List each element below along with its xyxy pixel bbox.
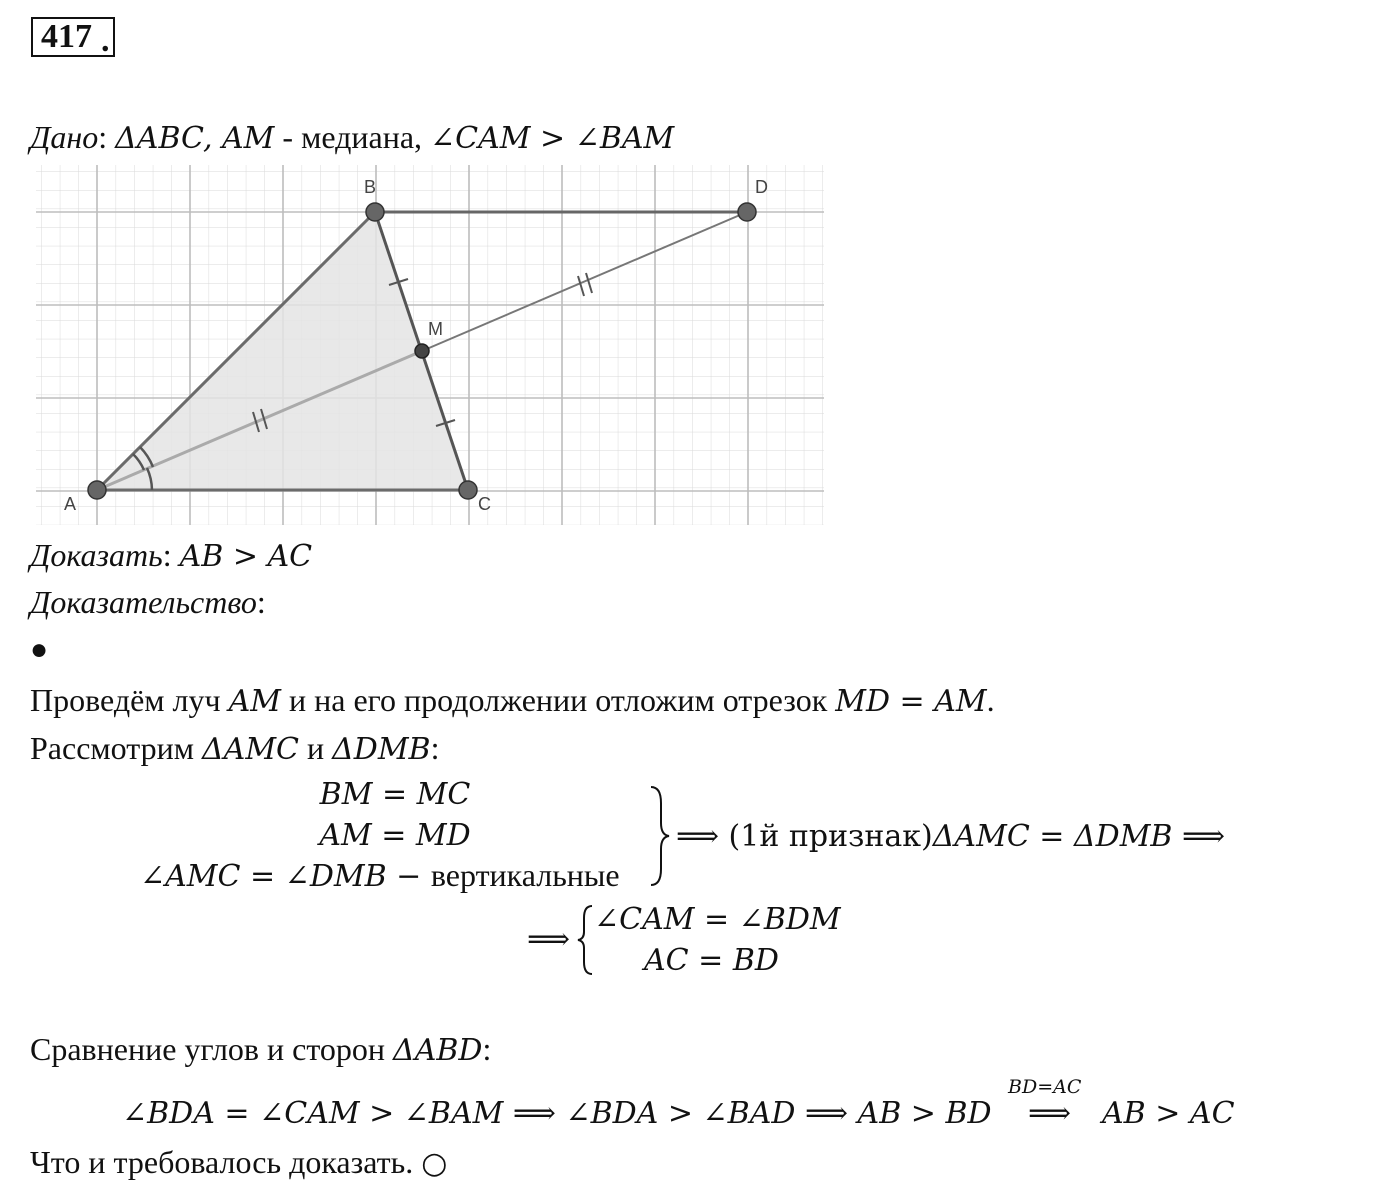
sys2-line-1 <box>594 898 841 940</box>
line1-text-3: . <box>986 682 995 718</box>
prove-line <box>30 535 312 577</box>
line2-math-2: ΔDMB <box>332 732 431 767</box>
sys2-arrow-glyph: ⟹ <box>527 922 571 957</box>
sys1-math-3: ∠AMC = ∠DMB − <box>140 859 431 894</box>
sys2-math-2: AC = BD <box>644 943 779 978</box>
chain-over-label: BD=AC <box>1008 1076 1082 1098</box>
sys1-math-1: BM = MC <box>319 777 471 812</box>
given-math-2: ∠CAM > ∠BAM <box>430 121 675 156</box>
sys1-result-text: ⟹ (1й признак) <box>676 819 933 854</box>
chain-math-2: AB > AC <box>1102 1096 1235 1131</box>
line2-text-2: и <box>299 730 333 766</box>
point-c <box>459 481 477 499</box>
point-m <box>415 344 429 358</box>
proof-colon: : <box>256 584 266 620</box>
end-mark: ○ <box>421 1146 448 1181</box>
label-a: A <box>64 494 77 514</box>
line2-text-1: Рассмотрим <box>30 730 202 766</box>
geometry-figure <box>0 0 840 540</box>
point-b <box>366 203 384 221</box>
prove-label: Доказать <box>30 537 163 573</box>
label-m: M <box>428 319 443 339</box>
label-b: B <box>364 177 377 197</box>
sys1-result-math: ΔAMC = ΔDMB ⟹ <box>932 819 1226 854</box>
point-d <box>738 203 756 221</box>
sys2-line-2 <box>644 939 779 981</box>
given-math-1: ΔABC, AM <box>115 121 275 156</box>
sys2-math-1: ∠CAM = ∠BDM <box>594 902 841 937</box>
given-text-1: - медиана, <box>274 119 431 155</box>
compare-line <box>30 1029 491 1071</box>
label-d: D <box>755 177 768 197</box>
line1-text-1: Проведём луч <box>30 682 229 718</box>
prove-statement: AB > AC <box>179 539 313 574</box>
compare-colon: : <box>482 1031 492 1067</box>
label-c: C <box>478 494 491 514</box>
line1-math-2: MD = AM <box>835 684 987 719</box>
proof-heading <box>30 582 266 622</box>
compare-math: ΔABD <box>393 1033 483 1068</box>
chain-arrow <box>1028 1092 1071 1134</box>
end-line <box>30 1142 447 1184</box>
proof-line-2 <box>30 728 440 770</box>
prove-colon: : <box>162 537 180 573</box>
proof-label: Доказательство <box>30 584 257 620</box>
end-text: Что и требовалось доказать. <box>30 1144 422 1180</box>
compare-text: Сравнение углов и сторон <box>30 1031 394 1067</box>
given-colon: : <box>98 119 108 155</box>
problem-number-dot: . <box>101 22 110 59</box>
line1-text-2: и на его продолжении отложим отрезок <box>281 682 836 718</box>
chain-arrow-glyph: ⟹ <box>1028 1096 1072 1131</box>
sys1-text-3: вертикальные <box>430 857 620 893</box>
sys1-result <box>676 815 1225 857</box>
right-brace <box>645 783 675 889</box>
proof-line-1 <box>30 680 995 722</box>
given-label: Дано <box>30 119 99 155</box>
chain-conclusion <box>1102 1092 1235 1134</box>
line2-text-3: : <box>430 730 440 766</box>
sys1-line-3 <box>140 855 620 897</box>
point-a <box>88 481 106 499</box>
sys1-line-1 <box>300 773 490 815</box>
line1-math-1: AM <box>228 684 281 719</box>
sys1-math-2: AM = MD <box>319 818 471 853</box>
problem-number: 417 <box>31 17 115 57</box>
sys2-arrow <box>527 918 570 960</box>
proof-bullet: ● <box>30 633 49 666</box>
sys1-line-2 <box>300 814 490 856</box>
chain-line <box>122 1092 992 1134</box>
chain-math-1: ∠BDA = ∠CAM > ∠BAM ⟹ ∠BDA > ∠BAD ⟹ AB > BD <box>122 1096 992 1131</box>
line2-math-1: ΔAMC <box>201 732 299 767</box>
